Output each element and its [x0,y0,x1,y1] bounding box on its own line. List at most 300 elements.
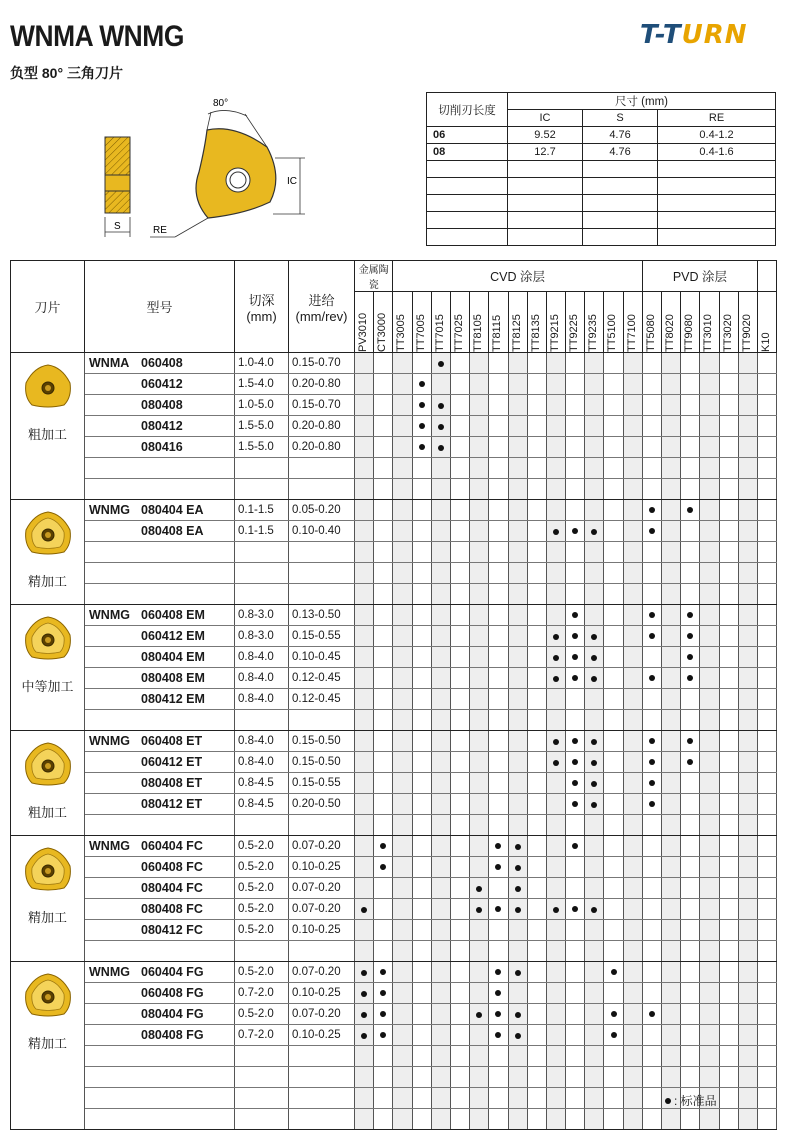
grade-cell [700,584,719,605]
grade-cell [642,920,661,941]
grade-cell [719,1109,738,1130]
grade-cell [681,374,700,395]
grade-cell [719,437,738,458]
feed-cell [289,815,355,836]
grade-cell [566,941,585,962]
grade-cell [431,542,450,563]
grade-cell [546,500,565,521]
standard-dot-icon [649,801,655,807]
depth-cell: 0.8-4.0 [235,689,289,710]
depth-cell [235,815,289,836]
standard-dot-icon [687,675,693,681]
grade-cell [623,983,642,1004]
grade-cell [393,563,412,584]
depth-cell [235,542,289,563]
product-row [11,395,777,416]
grade-cell [700,1109,719,1130]
grade-cell [355,815,374,836]
grade-cell [450,353,469,374]
grade-cell [489,941,508,962]
grade-cell [412,983,431,1004]
grade-cell [662,941,681,962]
grade-cell [470,521,489,542]
model-cell [85,563,235,584]
grade-cell [738,878,757,899]
grade-cell [623,563,642,584]
grade-cell [470,458,489,479]
grade-cell [700,710,719,731]
grade-cell [546,395,565,416]
grade-cell [719,962,738,983]
grade-cell [758,899,777,920]
feed-cell: 0.07-0.20 [289,836,355,857]
grade-cell [585,899,604,920]
grade-cell [758,374,777,395]
grade-cell [681,899,700,920]
grade-cell [681,1004,700,1025]
grade-cell [566,605,585,626]
grade-cell [412,1088,431,1109]
grade-cell [642,1088,661,1109]
operation-label: 精加工 [27,574,67,589]
grade-cell [489,1088,508,1109]
grade-cell [623,836,642,857]
grade-cell [681,1025,700,1046]
size-empty-cell [658,229,776,246]
grade-cell [585,773,604,794]
grade-cell [642,962,661,983]
grade-cell [566,1109,585,1130]
grade-cell [374,584,393,605]
product-row [11,626,777,647]
grade-cell [566,353,585,374]
grade-cell [719,878,738,899]
grade-cell [623,479,642,500]
col-depth-header-line: (mm) [246,308,277,324]
grade-cell [566,479,585,500]
grade-cell [719,983,738,1004]
grade-cell [470,1109,489,1130]
grade-cell [374,836,393,857]
grade-cell [355,1067,374,1088]
standard-dot-icon [611,969,617,975]
grade-cell [566,374,585,395]
grade-cell [681,1109,700,1130]
grade-cell [719,857,738,878]
size-table [426,92,776,246]
grade-cell [508,605,527,626]
grade-cell [508,563,527,584]
grade-cell [470,395,489,416]
grade-cell [450,626,469,647]
grade-cell [450,1088,469,1109]
grade-cell [623,1109,642,1130]
standard-dot-icon [553,760,559,766]
product-row [11,899,777,920]
empty-row [11,941,777,962]
grade-cell [585,521,604,542]
grade-cell [642,458,661,479]
grade-cell [719,542,738,563]
grade-cell [374,878,393,899]
standard-dot-icon [649,507,655,513]
grade-cell [450,920,469,941]
standard-dot-icon [495,969,501,975]
grade-cell [355,605,374,626]
grade-cell [758,1067,777,1088]
grade-cell [431,857,450,878]
grade-cell [719,941,738,962]
grade-cell [681,605,700,626]
grade-cell [431,962,450,983]
product-row [11,521,777,542]
grade-cell [662,710,681,731]
product-row [11,416,777,437]
model-cell [85,668,235,689]
depth-cell [235,563,289,584]
grade-cell [546,605,565,626]
model-cell [85,1046,235,1067]
grade-cell [393,416,412,437]
feed-cell: 0.20-0.80 [289,374,355,395]
model-code: 080408 FG [141,1028,204,1042]
model-code: 060412 EM [141,629,205,643]
grade-cell [470,416,489,437]
grade-cell [393,815,412,836]
grade-cell [642,1109,661,1130]
grade-cell [700,1025,719,1046]
grade-cell [623,395,642,416]
grade-cell [393,689,412,710]
grade-cell [355,1004,374,1025]
grade-cell [527,857,546,878]
standard-dot-icon [572,528,578,534]
grade-cell [642,353,661,374]
grade-cell [642,878,661,899]
grade-cell [450,878,469,899]
grade-cell [738,353,757,374]
insert-image-cell [11,605,85,731]
grade-cell [393,647,412,668]
grade-cell [642,626,661,647]
grade-cell [700,752,719,773]
grade-cell [681,353,700,374]
grade-cell [527,500,546,521]
grade-header-tt8105 [470,292,489,353]
insert-diagram [95,92,325,242]
model-code: 060408 [141,356,183,370]
grade-header-tt8020 [662,292,681,353]
model-cell [85,1004,235,1025]
grade-cell [393,500,412,521]
grade-cell [374,521,393,542]
operation-label: 中等加工 [21,679,74,694]
grade-cell [508,458,527,479]
grade-header-tt7100 [623,292,642,353]
size-empty-cell [583,178,658,195]
grade-cell [662,479,681,500]
grade-cell [662,416,681,437]
grade-cell [566,668,585,689]
grade-cell [355,794,374,815]
feed-cell [289,710,355,731]
grade-cell [355,521,374,542]
grade-cell [546,920,565,941]
grade-cell [642,983,661,1004]
grade-cell [412,689,431,710]
grade-cell [758,584,777,605]
grade-cell [412,458,431,479]
grade-cell [623,626,642,647]
standard-dot-icon [572,633,578,639]
grade-cell [355,857,374,878]
side-view-mid [105,175,130,191]
grade-cell [393,1067,412,1088]
grade-cell [431,878,450,899]
grade-header-tt8115 [489,292,508,353]
depth-cell [235,479,289,500]
grade-cell [374,647,393,668]
col-insert-header [11,261,85,353]
grade-cell [642,437,661,458]
grade-cell [412,416,431,437]
grade-cell [662,752,681,773]
grade-cell [527,899,546,920]
feed-cell [289,1067,355,1088]
grade-cell [623,773,642,794]
grade-cell [642,668,661,689]
grade-cell [450,752,469,773]
grade-cell [546,668,565,689]
feed-cell: 0.20-0.80 [289,437,355,458]
ic-dimension-label: IC [287,176,297,187]
grade-cell [355,395,374,416]
standard-dot-icon [438,361,444,367]
grade-cell [758,542,777,563]
grade-cell [585,878,604,899]
grade-cell [450,1109,469,1130]
grade-cell [470,479,489,500]
grade-cell [489,479,508,500]
grade-cell [758,479,777,500]
grade-cell [662,689,681,710]
feed-cell: 0.12-0.45 [289,689,355,710]
model-code: 060408 EM [141,608,205,622]
grade-cell [508,752,527,773]
grade-cell [585,731,604,752]
grade-cell [489,437,508,458]
depth-cell [235,1088,289,1109]
standard-dot-icon [591,529,597,535]
grade-header-k10 [758,292,777,353]
grade-cell [700,1004,719,1025]
depth-cell: 0.5-2.0 [235,920,289,941]
col-feed-header-line: (mm/rev) [295,308,348,324]
grade-cell [585,1004,604,1025]
grade-cell [412,857,431,878]
grade-cell [431,731,450,752]
operation-label: 精加工 [27,910,67,925]
model-cell [85,983,235,1004]
grade-cell [662,626,681,647]
grade-cell [681,458,700,479]
grade-cell [450,1004,469,1025]
product-row [11,1004,777,1025]
model-code: 060404 FG [141,965,204,979]
grade-cell [450,605,469,626]
grade-cell [604,395,623,416]
grade-cell [738,626,757,647]
grade-cell [489,521,508,542]
grade-cell [412,563,431,584]
grade-header-tt9235 [585,292,604,353]
grade-cell [374,962,393,983]
grade-cell [470,689,489,710]
col-depth-header [235,261,289,353]
legend [665,1092,717,1109]
grade-cell [738,920,757,941]
grade-cell [681,563,700,584]
grade-cell [642,395,661,416]
grade-cell [470,500,489,521]
size-empty-row [427,212,776,229]
standard-dot-icon [419,402,425,408]
grade-cell [489,374,508,395]
grade-cell [604,941,623,962]
grade-cell [546,794,565,815]
grade-cell [604,668,623,689]
grade-cell [527,437,546,458]
grade-cell [758,1109,777,1130]
grade-cell [546,1109,565,1130]
standard-dot-icon [361,1033,367,1039]
depth-cell: 0.8-4.0 [235,668,289,689]
grade-cell [489,605,508,626]
model-prefix: WNMG [89,965,130,979]
grade-cell [681,1046,700,1067]
grade-header-pv3010 [355,292,374,353]
grade-cell [450,563,469,584]
model-cell [85,941,235,962]
grade-cell [489,794,508,815]
standard-dot-icon [687,654,693,660]
grade-cell [393,1004,412,1025]
grade-cell [470,857,489,878]
grade-cell [566,752,585,773]
grade-cell [604,584,623,605]
grade-cell [431,626,450,647]
grade-cell [546,773,565,794]
grade-cell [508,689,527,710]
feed-cell [289,1046,355,1067]
grade-cell [604,1046,623,1067]
grade-cell [604,710,623,731]
grade-label: TT7015 [433,314,446,352]
grade-cell [642,416,661,437]
standard-dot-icon [380,843,386,849]
grade-cell [546,626,565,647]
grade-cell [355,710,374,731]
grade-label: TT7005 [414,314,427,352]
grade-cell [604,920,623,941]
grade-cell [546,374,565,395]
empty-row [11,479,777,500]
grade-cell [719,794,738,815]
grade-cell [738,731,757,752]
grade-cell [508,962,527,983]
grade-label: K10 [760,332,773,352]
grade-cell [700,857,719,878]
grade-cell [393,395,412,416]
grade-cell [546,1046,565,1067]
empty-row [11,1046,777,1067]
grade-cell [355,878,374,899]
product-row [11,794,777,815]
grade-cell [642,857,661,878]
grade-cell [508,626,527,647]
grade-cell [393,353,412,374]
grade-cell [604,878,623,899]
grade-cell [508,941,527,962]
grade-cell [470,1067,489,1088]
feed-cell: 0.15-0.50 [289,731,355,752]
grade-cell [431,1046,450,1067]
feed-cell: 0.10-0.25 [289,1025,355,1046]
grade-cell [700,815,719,836]
grade-cell [527,773,546,794]
insert-fg-icon [11,970,84,1023]
feed-cell: 0.15-0.70 [289,395,355,416]
model-cell [85,626,235,647]
grade-cell [450,815,469,836]
grade-cell [508,437,527,458]
grade-cell [546,752,565,773]
size-sub-s: S [583,110,658,127]
feed-cell: 0.15-0.70 [289,353,355,374]
grade-cell [450,773,469,794]
grade-cell [662,668,681,689]
grade-cell [585,1109,604,1130]
grade-cell [431,794,450,815]
grade-cell [374,479,393,500]
standard-dot-icon [572,801,578,807]
operation-label: 精加工 [27,1036,67,1051]
standard-dot-icon [553,676,559,682]
grade-cell [758,752,777,773]
grade-cell [738,1067,757,1088]
grade-cell [604,458,623,479]
grade-cell [566,962,585,983]
standard-dot-icon [687,507,693,513]
product-row [11,605,777,626]
standard-dot-icon [649,675,655,681]
grade-cell [412,920,431,941]
grade-cell [450,857,469,878]
size-empty-row [427,229,776,246]
grade-cell [738,458,757,479]
grade-cell [431,941,450,962]
standard-dot-icon [649,1011,655,1017]
grade-cell [355,731,374,752]
standard-dot-icon [361,1012,367,1018]
grade-cell [508,794,527,815]
feed-cell: 0.07-0.20 [289,962,355,983]
grade-cell [527,731,546,752]
grade-cell [470,647,489,668]
grade-cell [604,857,623,878]
grade-cell [719,773,738,794]
model-code: 080404 EM [141,650,205,664]
